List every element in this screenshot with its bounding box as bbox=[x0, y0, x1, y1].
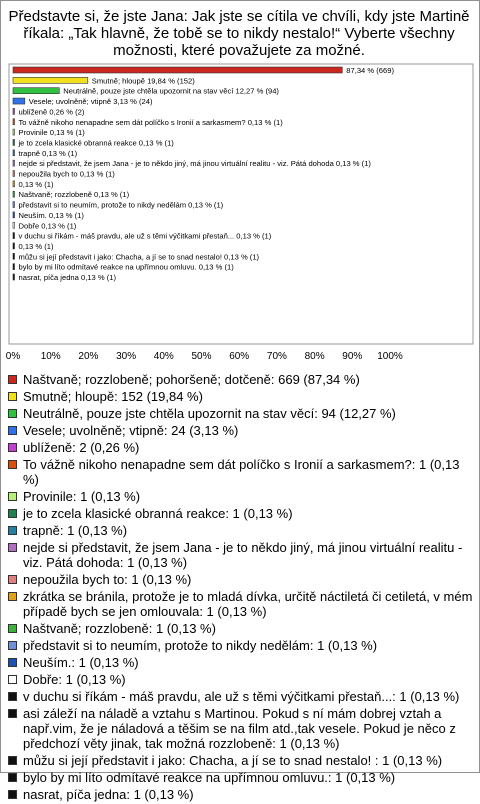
bar-data-label: nejde si představit, že jsem Jana - je to někdo jiný, má jinou virtuální realitu - viz. Pátá dohoda 0,13 % (1) bbox=[18, 159, 371, 169]
bar bbox=[13, 150, 15, 156]
bar-data-label: 87,34 % (669) bbox=[346, 66, 394, 75]
legend-item bbox=[8, 389, 474, 404]
bar bbox=[13, 212, 15, 218]
bar-data-label: Dobře 0,13 % (1) bbox=[18, 221, 77, 231]
legend-swatch bbox=[8, 592, 17, 601]
bar bbox=[13, 129, 15, 135]
bar bbox=[13, 274, 15, 280]
bar bbox=[13, 98, 25, 104]
legend-swatch bbox=[8, 624, 17, 633]
x-axis-ticks bbox=[6, 351, 403, 362]
bar-data-label: ublíženě 0,26 % (2) bbox=[18, 107, 85, 117]
bar-data-label: Provinile 0,13 % (1) bbox=[18, 128, 85, 138]
legend-swatch bbox=[8, 790, 17, 799]
bar bbox=[13, 171, 15, 177]
bar bbox=[13, 202, 15, 208]
bar bbox=[13, 88, 59, 94]
legend-item bbox=[8, 638, 474, 653]
x-tick-label: 30% bbox=[116, 351, 137, 362]
bar-data-label: Naštvaně; rozzlobeně 0,13 % (1) bbox=[18, 190, 130, 200]
bar-data-label: Vesele; uvolněně; vtipně 3,13 % (24) bbox=[28, 97, 153, 107]
legend-item bbox=[8, 489, 474, 504]
legend-swatch bbox=[8, 575, 17, 584]
legend-label: představit si to neumím, protože to nikdy nedělám: 1 (0,13 %) bbox=[23, 638, 378, 653]
bar-data-label: můžu si její představit i jako: Chacha, a jí se to snad nestalo! 0,13 % (1) bbox=[18, 252, 260, 262]
legend-label: Neuším.: 1 (0,13 %) bbox=[23, 655, 139, 670]
legend-item bbox=[8, 423, 474, 438]
legend-item bbox=[8, 572, 474, 587]
legend-swatch bbox=[8, 756, 17, 765]
bar-data-label: Smutně; hloupě 19,84 % (152) bbox=[91, 76, 195, 86]
legend-swatch bbox=[8, 773, 17, 782]
legend-swatch bbox=[8, 409, 17, 418]
legend-swatch bbox=[8, 375, 17, 384]
bar-data-label: nepoužila bych to 0,13 % (1) bbox=[18, 169, 115, 179]
bar-data-label: nasrat, píča jedna 0,13 % (1) bbox=[18, 273, 117, 282]
bar bbox=[13, 243, 15, 249]
chart-title: Představte si, že jste Jana: Jak jste se cítila ve chvíli, kdy jste Martině říkala: „Tak hlavně, že tobě se to nikdy nestalo!“ Vyberte všechny možnosti, které považujete za možné. bbox=[8, 8, 470, 59]
bar-data-label: bylo by mi líto odmítavé reakce na upřímnou omluvu. 0,13 % (1) bbox=[18, 262, 234, 272]
legend-item bbox=[8, 787, 474, 802]
bar-data-label: Neutrálně, pouze jste chtěla upozornit na stav věcí 12,27 % (94) bbox=[63, 86, 279, 96]
legend-item bbox=[8, 457, 474, 487]
legend-item bbox=[8, 523, 474, 538]
bar-data-label: To vážně nikoho nenapadne sem dát políčko s Ironií a sarkasmem? 0,13 % (1) bbox=[18, 117, 283, 127]
legend bbox=[8, 372, 474, 804]
legend-label: je to zcela klasické obranná reakce: 1 (0,13 %) bbox=[23, 506, 293, 521]
legend-item bbox=[8, 406, 474, 421]
legend-item bbox=[8, 753, 474, 768]
legend-label: Vesele; uvolněně; vtipně: 24 (3,13 %) bbox=[23, 423, 239, 438]
bar bbox=[13, 77, 88, 83]
x-tick-label: 70% bbox=[266, 351, 287, 362]
x-tick-label: 10% bbox=[40, 351, 61, 362]
legend-swatch bbox=[8, 709, 17, 718]
legend-item bbox=[8, 672, 474, 687]
bar bbox=[13, 108, 15, 114]
x-tick-label: 60% bbox=[229, 351, 250, 362]
x-tick-label: 40% bbox=[153, 351, 174, 362]
legend-swatch bbox=[8, 675, 17, 684]
legend-label: Naštvaně; rozzlobeně: 1 (0,13 %) bbox=[23, 621, 216, 636]
legend-item bbox=[8, 589, 474, 619]
bar-data-label: 0,13 % (1) bbox=[18, 241, 54, 251]
bar bbox=[13, 264, 15, 270]
x-tick-label: 20% bbox=[78, 351, 99, 362]
legend-label: Naštvaně; rozzlobeně; pohoršeně; dotčeně: 669 (87,34 %) bbox=[23, 372, 360, 387]
bar-data-label: v duchu si říkám - máš pravdu, ale už s těmi výčitkami přestaň... 0,13 % (1) bbox=[18, 231, 272, 241]
bar bbox=[13, 119, 15, 125]
bar-data-label: trapně 0,13 % (1) bbox=[18, 148, 78, 158]
legend-swatch bbox=[8, 492, 17, 501]
legend-label: bylo by mi líto odmítavé reakce na upřímnou omluvu.: 1 (0,13 %) bbox=[23, 770, 396, 785]
x-tick-label: 90% bbox=[342, 351, 363, 362]
legend-item bbox=[8, 540, 474, 570]
legend-swatch bbox=[8, 658, 17, 667]
x-tick-label: 50% bbox=[191, 351, 212, 362]
legend-item bbox=[8, 655, 474, 670]
legend-label: To vážně nikoho nenapadne sem dát políčko s Ironií a sarkasmem?: 1 (0,13 %) bbox=[23, 457, 460, 487]
x-tick-label: 100% bbox=[377, 351, 403, 362]
legend-item bbox=[8, 440, 474, 455]
legend-swatch bbox=[8, 641, 17, 650]
legend-label: v duchu si říkám - máš pravdu, ale už s těmi výčitkami přestaň...: 1 (0,13 %) bbox=[23, 689, 460, 704]
bar bbox=[13, 253, 15, 259]
legend-swatch bbox=[8, 426, 17, 435]
legend-label: Provinile: 1 (0,13 %) bbox=[23, 489, 141, 504]
bar bbox=[13, 181, 15, 187]
bar-chart bbox=[0, 0, 480, 372]
x-tick-label: 0% bbox=[5, 351, 21, 362]
legend-label: nepoužila bych to: 1 (0,13 %) bbox=[23, 572, 192, 587]
bar-data-label: 0,13 % (1) bbox=[18, 179, 54, 189]
bar-data-label: představit si to neumím, protože to nikdy nedělám 0,13 % (1) bbox=[18, 200, 224, 210]
legend-swatch bbox=[8, 392, 17, 401]
x-tick-label: 80% bbox=[304, 351, 325, 362]
legend-label: Smutně; hloupě: 152 (19,84 %) bbox=[23, 389, 203, 404]
bar-data-label: je to zcela klasické obranná reakce 0,13 % (1) bbox=[18, 138, 174, 148]
legend-label: asi záleží na náladě a vztahu s Martinou. Pokud s ní mám dobrej vztah a např.vim, že je náladová a těšim se na film atd.,tak vesele. Pokud je něco z předchozí věty jinak, tak možná rozzlobeně: 1 (0,13 %) bbox=[23, 706, 456, 751]
bar bbox=[13, 139, 15, 145]
legend-label: trapně: 1 (0,13 %) bbox=[23, 523, 128, 538]
legend-item bbox=[8, 506, 474, 521]
legend-label: nejde si představit, že jsem Jana - je to někdo jiný, má jinou virtuální realitu - viz. Pátá dohoda: 1 (0,13 %) bbox=[23, 540, 463, 570]
bar bbox=[13, 222, 15, 228]
legend-swatch bbox=[8, 443, 17, 452]
bar bbox=[13, 191, 15, 197]
legend-label: nasrat, píča jedna: 1 (0,13 %) bbox=[23, 787, 194, 802]
bar bbox=[13, 160, 15, 166]
legend-label: můžu si její představit i jako: Chacha, a jí se to snad nestalo! : 1 (0,13 %) bbox=[23, 753, 443, 768]
bar bbox=[13, 67, 342, 73]
legend-swatch bbox=[8, 509, 17, 518]
bar bbox=[13, 233, 15, 239]
legend-label: ublíženě: 2 (0,26 %) bbox=[23, 440, 140, 455]
legend-item bbox=[8, 689, 474, 704]
legend-label: Neutrálně, pouze jste chtěla upozornit na stav věcí: 94 (12,27 %) bbox=[23, 406, 396, 421]
legend-item bbox=[8, 770, 474, 785]
legend-swatch bbox=[8, 460, 17, 469]
legend-item bbox=[8, 621, 474, 636]
legend-swatch bbox=[8, 543, 17, 552]
legend-item bbox=[8, 372, 474, 387]
legend-swatch bbox=[8, 692, 17, 701]
bar-data-label: Neuším. 0,13 % (1) bbox=[18, 210, 84, 220]
legend-swatch bbox=[8, 526, 17, 535]
legend-label: zkrátka se bránila, protože je to mladá dívka, určitě náctiletá či cetiletá, v mém případě bych se jen omlouvala: 1 (0,13 %) bbox=[23, 589, 473, 619]
legend-item bbox=[8, 706, 474, 751]
legend-label: Dobře: 1 (0,13 %) bbox=[23, 672, 126, 687]
